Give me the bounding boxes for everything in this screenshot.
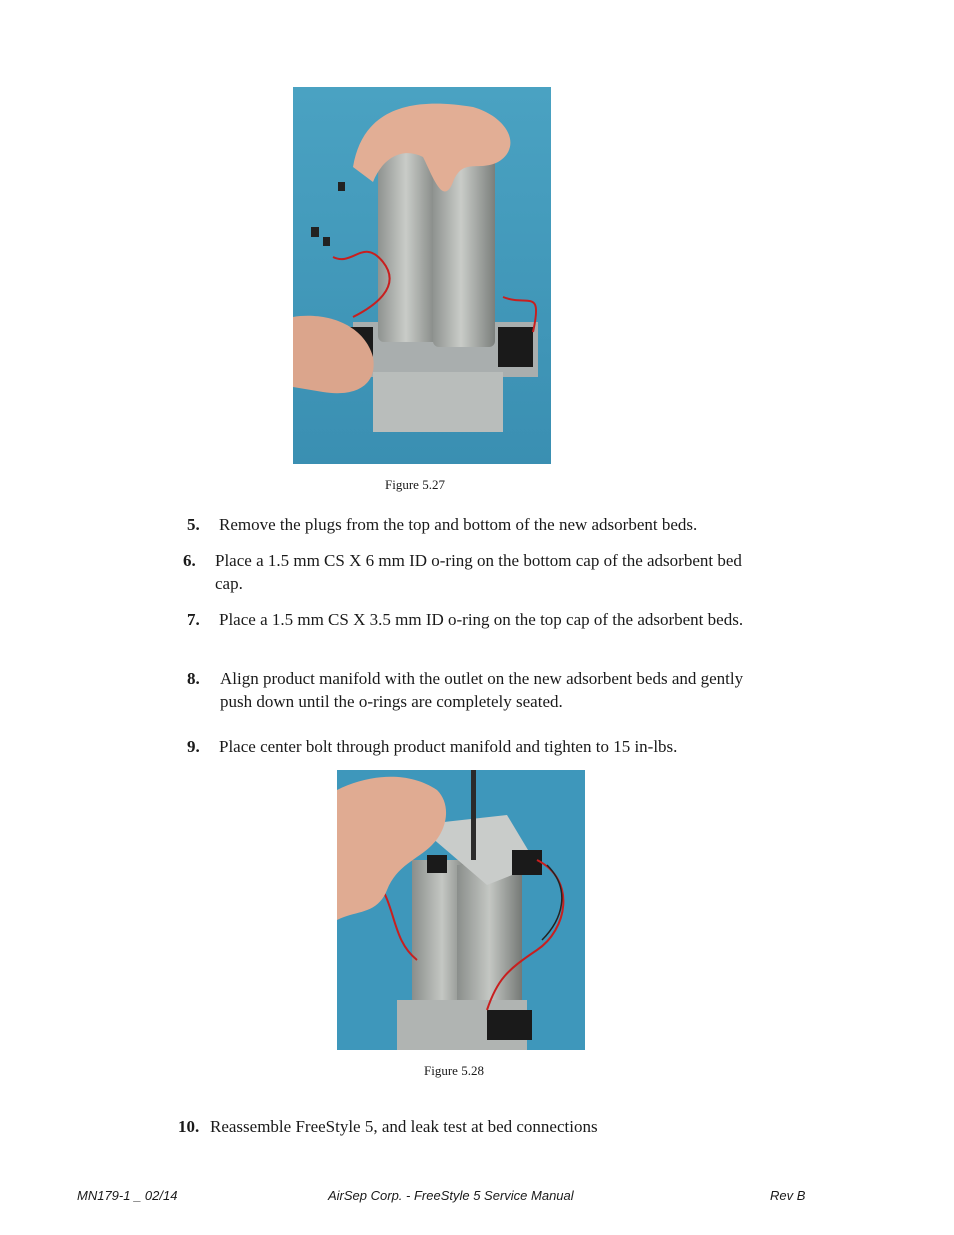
step-item bbox=[187, 668, 777, 713]
step-number: 8. bbox=[187, 669, 200, 688]
step-item bbox=[183, 550, 773, 595]
step-item bbox=[187, 609, 777, 632]
step-text: Place a 1.5 mm CS X 3.5 mm ID o-ring on the top cap of the adsorbent beds. bbox=[219, 610, 744, 629]
adsorbent-beds-photo-illustration bbox=[293, 87, 551, 464]
figure-caption: Figure 5.28 bbox=[424, 1063, 484, 1078]
step-item bbox=[187, 736, 777, 759]
step-number: 10. bbox=[178, 1117, 200, 1136]
step-number: 7. bbox=[187, 610, 200, 629]
step-number: 9. bbox=[187, 737, 200, 756]
step-text: Align product manifold with the outlet on the new adsorbent beds and gently push down until the o-rings are completely seated. bbox=[220, 669, 744, 711]
step-text: Reassemble FreeStyle 5, and leak test at bed connections bbox=[210, 1117, 598, 1136]
step-item bbox=[178, 1116, 768, 1139]
footer-document-number: MN179-1 _ 02/14 bbox=[77, 1188, 178, 1203]
step-text: Place center bolt through product manifold and tighten to 15 in-lbs. bbox=[219, 737, 678, 756]
step-item bbox=[187, 514, 777, 537]
product-manifold-photo-illustration bbox=[337, 770, 585, 1050]
step-text: Place a 1.5 mm CS X 6 mm ID o-ring on the bottom cap of the adsorbent bed cap. bbox=[215, 551, 742, 593]
step-text: Remove the plugs from the top and bottom of the new adsorbent beds. bbox=[219, 515, 698, 534]
step-number: 5. bbox=[187, 515, 200, 534]
footer-manual-title: AirSep Corp. - FreeStyle 5 Service Manual bbox=[328, 1188, 574, 1203]
footer-revision: Rev B bbox=[770, 1188, 806, 1203]
figure-5-27-photo bbox=[293, 87, 551, 464]
figure-5-28-photo bbox=[337, 770, 585, 1050]
figure-caption: Figure 5.27 bbox=[385, 477, 445, 492]
step-number: 6. bbox=[183, 551, 196, 570]
